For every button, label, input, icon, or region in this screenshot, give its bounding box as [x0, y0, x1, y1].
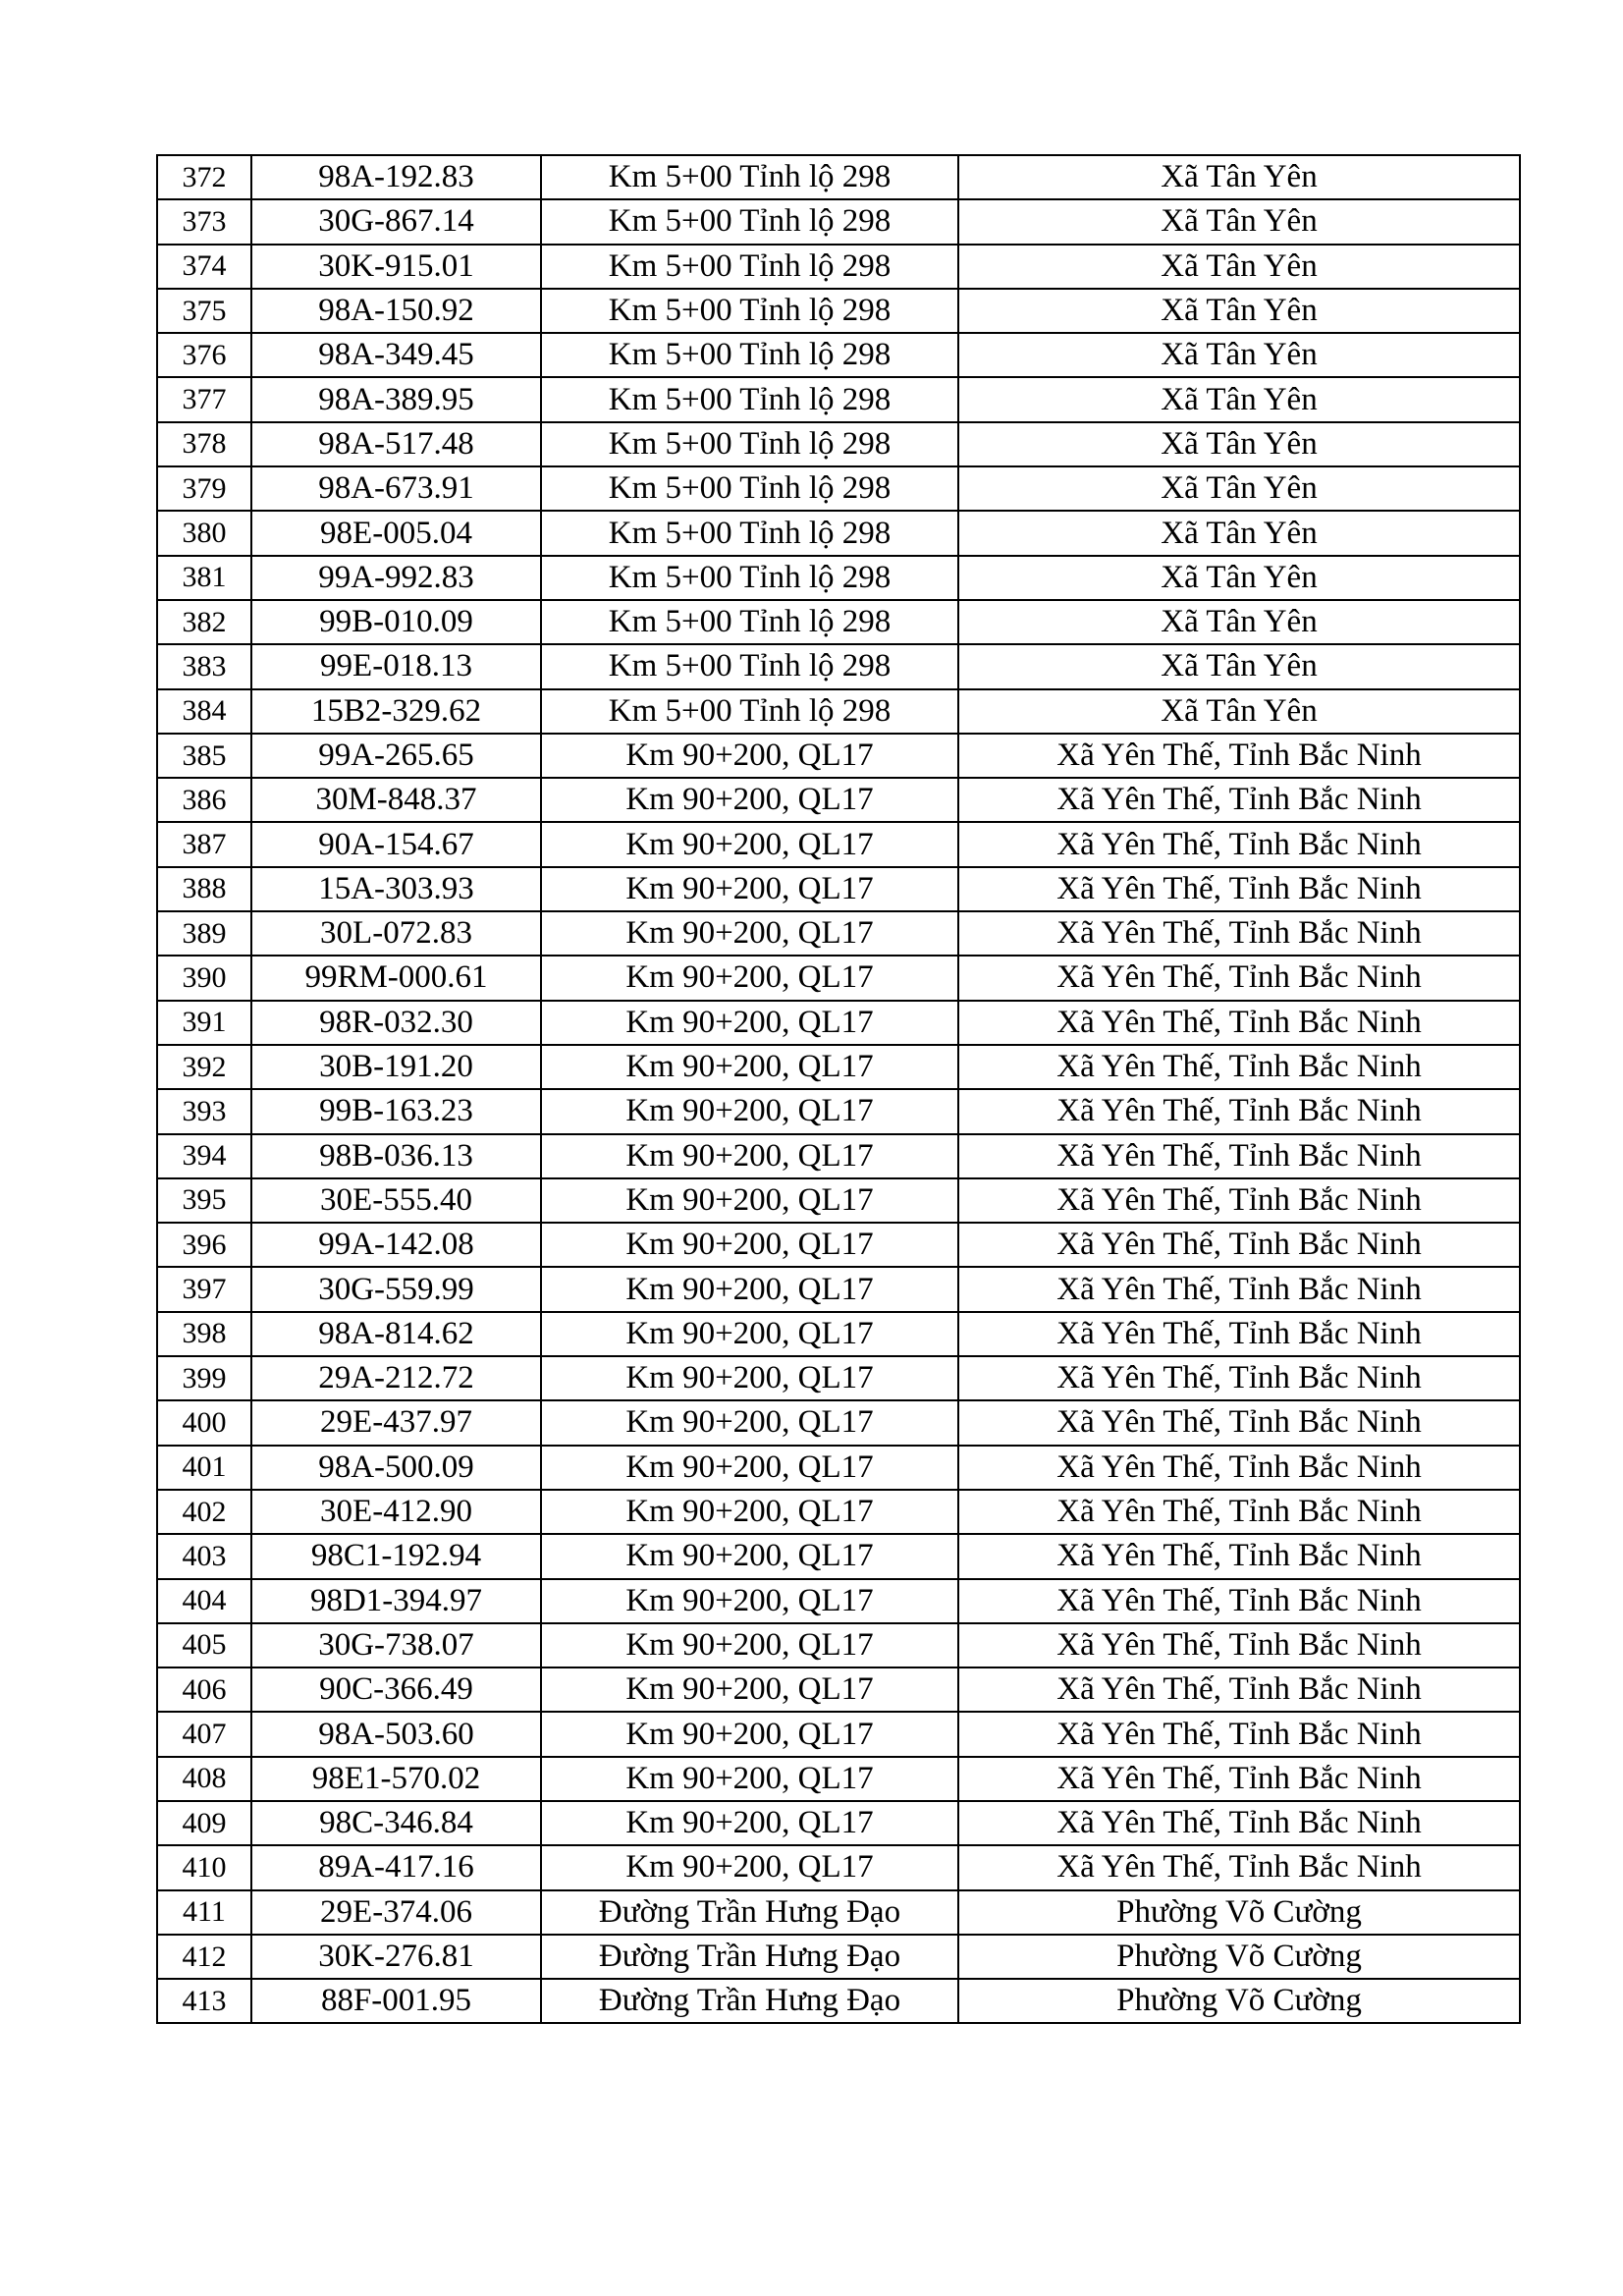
stt-cell: 384 [157, 689, 251, 734]
license-plate-cell: 98A-814.62 [251, 1312, 541, 1356]
table-row [157, 1356, 1520, 1400]
table-row [157, 1757, 1520, 1801]
location-cell: Km 5+00 Tỉnh lộ 298 [541, 422, 958, 466]
commune-cell: Xã Tân Yên [958, 155, 1520, 199]
commune-cell: Xã Yên Thế, Tỉnh Bắc Ninh [958, 1801, 1520, 1845]
license-plate-cell: 15A-303.93 [251, 867, 541, 911]
table-row [157, 1667, 1520, 1712]
stt-cell: 413 [157, 1979, 251, 2023]
location-cell: Km 90+200, QL17 [541, 1356, 958, 1400]
location-cell: Km 5+00 Tỉnh lộ 298 [541, 377, 958, 421]
commune-cell: Phường Võ Cường [958, 1890, 1520, 1935]
location-cell: Km 5+00 Tỉnh lộ 298 [541, 466, 958, 511]
license-plate-cell: 29E-437.97 [251, 1400, 541, 1445]
stt-cell: 406 [157, 1667, 251, 1712]
license-plate-cell: 30K-915.01 [251, 245, 541, 289]
commune-cell: Xã Yên Thế, Tỉnh Bắc Ninh [958, 1757, 1520, 1801]
commune-cell: Xã Tân Yên [958, 466, 1520, 511]
table-row [157, 155, 1520, 199]
license-plate-cell: 98A-192.83 [251, 155, 541, 199]
stt-cell: 382 [157, 600, 251, 644]
table-row [157, 1400, 1520, 1445]
license-plate-cell: 98A-517.48 [251, 422, 541, 466]
commune-cell: Xã Yên Thế, Tỉnh Bắc Ninh [958, 911, 1520, 956]
license-plate-cell: 99B-163.23 [251, 1089, 541, 1133]
stt-cell: 372 [157, 155, 251, 199]
stt-cell: 395 [157, 1178, 251, 1223]
stt-cell: 398 [157, 1312, 251, 1356]
stt-cell: 375 [157, 289, 251, 333]
commune-cell: Xã Yên Thế, Tỉnh Bắc Ninh [958, 1667, 1520, 1712]
table-row [157, 333, 1520, 377]
commune-cell: Xã Yên Thế, Tỉnh Bắc Ninh [958, 1400, 1520, 1445]
stt-cell: 396 [157, 1223, 251, 1267]
table-row [157, 511, 1520, 555]
license-plate-cell: 30G-867.14 [251, 199, 541, 244]
location-cell: Km 90+200, QL17 [541, 1490, 958, 1534]
location-cell: Km 90+200, QL17 [541, 1712, 958, 1756]
commune-cell: Xã Yên Thế, Tỉnh Bắc Ninh [958, 1712, 1520, 1756]
stt-cell: 399 [157, 1356, 251, 1400]
location-cell: Km 90+200, QL17 [541, 1534, 958, 1578]
commune-cell: Xã Yên Thế, Tỉnh Bắc Ninh [958, 956, 1520, 1000]
location-cell: Km 90+200, QL17 [541, 1134, 958, 1178]
location-cell: Km 90+200, QL17 [541, 1845, 958, 1889]
violation-table [156, 154, 1521, 2024]
license-plate-cell: 90C-366.49 [251, 1667, 541, 1712]
table-row [157, 1223, 1520, 1267]
location-cell: Km 5+00 Tỉnh lộ 298 [541, 600, 958, 644]
table-row [157, 466, 1520, 511]
license-plate-cell: 88F-001.95 [251, 1979, 541, 2023]
stt-cell: 410 [157, 1845, 251, 1889]
table-row [157, 1579, 1520, 1623]
table-row [157, 778, 1520, 822]
commune-cell: Xã Yên Thế, Tỉnh Bắc Ninh [958, 1223, 1520, 1267]
stt-cell: 385 [157, 734, 251, 778]
commune-cell: Xã Yên Thế, Tỉnh Bắc Ninh [958, 1845, 1520, 1889]
stt-cell: 392 [157, 1045, 251, 1089]
location-cell: Km 90+200, QL17 [541, 734, 958, 778]
license-plate-cell: 30B-191.20 [251, 1045, 541, 1089]
table-row [157, 1267, 1520, 1311]
table-row [157, 1534, 1520, 1578]
commune-cell: Xã Yên Thế, Tỉnh Bắc Ninh [958, 867, 1520, 911]
license-plate-cell: 98E-005.04 [251, 511, 541, 555]
location-cell: Km 5+00 Tỉnh lộ 298 [541, 245, 958, 289]
commune-cell: Xã Yên Thế, Tỉnh Bắc Ninh [958, 778, 1520, 822]
license-plate-cell: 99E-018.13 [251, 644, 541, 688]
license-plate-cell: 99A-992.83 [251, 556, 541, 600]
location-cell: Km 90+200, QL17 [541, 1623, 958, 1667]
location-cell: Km 90+200, QL17 [541, 1667, 958, 1712]
stt-cell: 374 [157, 245, 251, 289]
stt-cell: 390 [157, 956, 251, 1000]
stt-cell: 389 [157, 911, 251, 956]
stt-cell: 393 [157, 1089, 251, 1133]
location-cell: Km 5+00 Tỉnh lộ 298 [541, 556, 958, 600]
commune-cell: Xã Yên Thế, Tỉnh Bắc Ninh [958, 734, 1520, 778]
commune-cell: Xã Tân Yên [958, 245, 1520, 289]
location-cell: Km 90+200, QL17 [541, 1223, 958, 1267]
table-row [157, 556, 1520, 600]
location-cell: Km 5+00 Tỉnh lộ 298 [541, 289, 958, 333]
commune-cell: Xã Tân Yên [958, 556, 1520, 600]
license-plate-cell: 98C1-192.94 [251, 1534, 541, 1578]
location-cell: Km 90+200, QL17 [541, 867, 958, 911]
table-row [157, 644, 1520, 688]
table-row [157, 1490, 1520, 1534]
location-cell: Km 90+200, QL17 [541, 778, 958, 822]
table-row [157, 1712, 1520, 1756]
table-row [157, 911, 1520, 956]
commune-cell: Phường Võ Cường [958, 1979, 1520, 2023]
license-plate-cell: 99RM-000.61 [251, 956, 541, 1000]
table-row [157, 1801, 1520, 1845]
license-plate-cell: 98A-673.91 [251, 466, 541, 511]
location-cell: Km 90+200, QL17 [541, 1045, 958, 1089]
location-cell: Đường Trần Hưng Đạo [541, 1935, 958, 1979]
license-plate-cell: 89A-417.16 [251, 1845, 541, 1889]
license-plate-cell: 98A-150.92 [251, 289, 541, 333]
table-row [157, 1979, 1520, 2023]
location-cell: Km 90+200, QL17 [541, 1801, 958, 1845]
commune-cell: Xã Yên Thế, Tỉnh Bắc Ninh [958, 1001, 1520, 1045]
table-row [157, 734, 1520, 778]
commune-cell: Xã Yên Thế, Tỉnh Bắc Ninh [958, 1579, 1520, 1623]
stt-cell: 383 [157, 644, 251, 688]
license-plate-cell: 98D1-394.97 [251, 1579, 541, 1623]
table-row [157, 245, 1520, 289]
table-row [157, 867, 1520, 911]
stt-cell: 400 [157, 1400, 251, 1445]
stt-cell: 391 [157, 1001, 251, 1045]
commune-cell: Xã Yên Thế, Tỉnh Bắc Ninh [958, 1534, 1520, 1578]
table-body [157, 155, 1520, 2023]
location-cell: Km 5+00 Tỉnh lộ 298 [541, 689, 958, 734]
commune-cell: Xã Yên Thế, Tỉnh Bắc Ninh [958, 1356, 1520, 1400]
commune-cell: Phường Võ Cường [958, 1935, 1520, 1979]
commune-cell: Xã Tân Yên [958, 511, 1520, 555]
table-row [157, 1845, 1520, 1889]
license-plate-cell: 98E1-570.02 [251, 1757, 541, 1801]
stt-cell: 401 [157, 1446, 251, 1490]
license-plate-cell: 98A-349.45 [251, 333, 541, 377]
commune-cell: Xã Yên Thế, Tỉnh Bắc Ninh [958, 1089, 1520, 1133]
location-cell: Km 5+00 Tỉnh lộ 298 [541, 333, 958, 377]
license-plate-cell: 30E-412.90 [251, 1490, 541, 1534]
location-cell: Km 90+200, QL17 [541, 956, 958, 1000]
table-row [157, 822, 1520, 866]
table-row [157, 1623, 1520, 1667]
commune-cell: Xã Tân Yên [958, 422, 1520, 466]
table-row [157, 1890, 1520, 1935]
stt-cell: 404 [157, 1579, 251, 1623]
stt-cell: 394 [157, 1134, 251, 1178]
table-row [157, 1089, 1520, 1133]
location-cell: Km 90+200, QL17 [541, 1001, 958, 1045]
license-plate-cell: 30M-848.37 [251, 778, 541, 822]
location-cell: Km 5+00 Tỉnh lộ 298 [541, 199, 958, 244]
license-plate-cell: 99A-265.65 [251, 734, 541, 778]
location-cell: Km 90+200, QL17 [541, 1446, 958, 1490]
stt-cell: 381 [157, 556, 251, 600]
license-plate-cell: 98A-389.95 [251, 377, 541, 421]
stt-cell: 402 [157, 1490, 251, 1534]
stt-cell: 373 [157, 199, 251, 244]
commune-cell: Xã Yên Thế, Tỉnh Bắc Ninh [958, 822, 1520, 866]
commune-cell: Xã Yên Thế, Tỉnh Bắc Ninh [958, 1267, 1520, 1311]
stt-cell: 377 [157, 377, 251, 421]
commune-cell: Xã Tân Yên [958, 199, 1520, 244]
table-row [157, 1134, 1520, 1178]
location-cell: Km 90+200, QL17 [541, 1579, 958, 1623]
stt-cell: 408 [157, 1757, 251, 1801]
commune-cell: Xã Tân Yên [958, 333, 1520, 377]
table-row [157, 1178, 1520, 1223]
license-plate-cell: 29E-374.06 [251, 1890, 541, 1935]
location-cell: Km 90+200, QL17 [541, 1400, 958, 1445]
stt-cell: 376 [157, 333, 251, 377]
location-cell: Km 90+200, QL17 [541, 1178, 958, 1223]
stt-cell: 378 [157, 422, 251, 466]
location-cell: Km 90+200, QL17 [541, 822, 958, 866]
license-plate-cell: 29A-212.72 [251, 1356, 541, 1400]
commune-cell: Xã Yên Thế, Tỉnh Bắc Ninh [958, 1623, 1520, 1667]
commune-cell: Xã Tân Yên [958, 600, 1520, 644]
location-cell: Km 5+00 Tỉnh lộ 298 [541, 511, 958, 555]
stt-cell: 388 [157, 867, 251, 911]
stt-cell: 405 [157, 1623, 251, 1667]
location-cell: Km 90+200, QL17 [541, 1757, 958, 1801]
commune-cell: Xã Yên Thế, Tỉnh Bắc Ninh [958, 1490, 1520, 1534]
table-row [157, 1312, 1520, 1356]
stt-cell: 403 [157, 1534, 251, 1578]
license-plate-cell: 98R-032.30 [251, 1001, 541, 1045]
commune-cell: Xã Tân Yên [958, 377, 1520, 421]
commune-cell: Xã Yên Thế, Tỉnh Bắc Ninh [958, 1134, 1520, 1178]
stt-cell: 397 [157, 1267, 251, 1311]
license-plate-cell: 99A-142.08 [251, 1223, 541, 1267]
location-cell: Km 90+200, QL17 [541, 1312, 958, 1356]
license-plate-cell: 90A-154.67 [251, 822, 541, 866]
table-row [157, 1935, 1520, 1979]
stt-cell: 409 [157, 1801, 251, 1845]
table-row [157, 600, 1520, 644]
table-row [157, 689, 1520, 734]
license-plate-cell: 30G-559.99 [251, 1267, 541, 1311]
commune-cell: Xã Tân Yên [958, 689, 1520, 734]
table-row [157, 199, 1520, 244]
stt-cell: 412 [157, 1935, 251, 1979]
license-plate-cell: 98A-500.09 [251, 1446, 541, 1490]
location-cell: Km 5+00 Tỉnh lộ 298 [541, 644, 958, 688]
license-plate-cell: 99B-010.09 [251, 600, 541, 644]
license-plate-cell: 30G-738.07 [251, 1623, 541, 1667]
location-cell: Đường Trần Hưng Đạo [541, 1890, 958, 1935]
commune-cell: Xã Yên Thế, Tỉnh Bắc Ninh [958, 1178, 1520, 1223]
commune-cell: Xã Yên Thế, Tỉnh Bắc Ninh [958, 1312, 1520, 1356]
stt-cell: 380 [157, 511, 251, 555]
location-cell: Km 5+00 Tỉnh lộ 298 [541, 155, 958, 199]
license-plate-cell: 30K-276.81 [251, 1935, 541, 1979]
commune-cell: Xã Yên Thế, Tỉnh Bắc Ninh [958, 1045, 1520, 1089]
table-row [157, 1001, 1520, 1045]
table-row [157, 956, 1520, 1000]
commune-cell: Xã Tân Yên [958, 644, 1520, 688]
license-plate-cell: 15B2-329.62 [251, 689, 541, 734]
table-row [157, 289, 1520, 333]
location-cell: Km 90+200, QL17 [541, 911, 958, 956]
license-plate-cell: 30E-555.40 [251, 1178, 541, 1223]
table-row [157, 1446, 1520, 1490]
stt-cell: 411 [157, 1890, 251, 1935]
location-cell: Km 90+200, QL17 [541, 1089, 958, 1133]
license-plate-cell: 98B-036.13 [251, 1134, 541, 1178]
stt-cell: 407 [157, 1712, 251, 1756]
license-plate-cell: 98A-503.60 [251, 1712, 541, 1756]
stt-cell: 386 [157, 778, 251, 822]
location-cell: Km 90+200, QL17 [541, 1267, 958, 1311]
stt-cell: 387 [157, 822, 251, 866]
license-plate-cell: 30L-072.83 [251, 911, 541, 956]
table-row [157, 422, 1520, 466]
license-plate-cell: 98C-346.84 [251, 1801, 541, 1845]
location-cell: Đường Trần Hưng Đạo [541, 1979, 958, 2023]
commune-cell: Xã Yên Thế, Tỉnh Bắc Ninh [958, 1446, 1520, 1490]
stt-cell: 379 [157, 466, 251, 511]
commune-cell: Xã Tân Yên [958, 289, 1520, 333]
table-row [157, 377, 1520, 421]
table-row [157, 1045, 1520, 1089]
